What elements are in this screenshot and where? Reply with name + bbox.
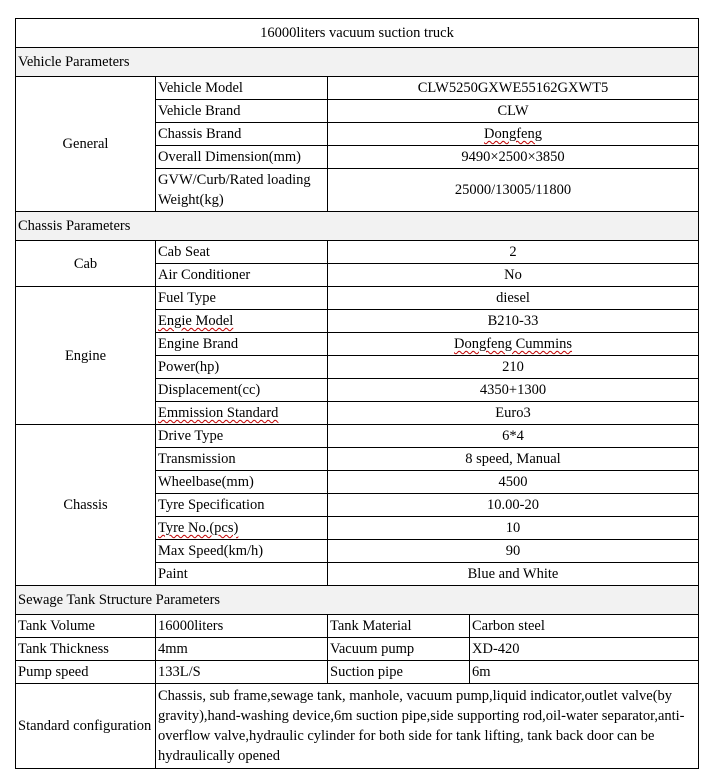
standard-configuration-value: Chassis, sub frame,sewage tank, manhole, vacuum pump,liquid indicator,outlet valve(by gravity),hand-washing device,6m suction pipe,side supporting rod,oil-water separator,anti-overflow valve,hydraulic cylinder for both side for tank lifting, tank back door can be hydraulically opened (156, 684, 699, 769)
row-value: 6*4 (328, 425, 699, 448)
tyre-no-label: Tyre No.(pcs) (158, 520, 239, 536)
tank-value: XD-420 (470, 638, 699, 661)
emission-standard-label: Emmission Standard (158, 405, 279, 421)
row-label (156, 310, 328, 333)
row-label: Fuel Type (156, 287, 328, 310)
group-engine: Engine (16, 287, 156, 425)
row-value (328, 123, 699, 146)
row-value: No (328, 264, 699, 287)
group-chassis: Chassis (16, 425, 156, 586)
tank-value: 6m (470, 661, 699, 684)
tank-value: Carbon steel (470, 615, 699, 638)
tank-label: Tank Volume (16, 615, 156, 638)
row-label: Transmission (156, 448, 328, 471)
spec-table (15, 18, 699, 769)
section-chassis-parameters: Chassis Parameters (16, 212, 699, 241)
row-label: Air Conditioner (156, 264, 328, 287)
tank-label: Vacuum pump (328, 638, 470, 661)
tank-label: Suction pipe (328, 661, 470, 684)
row-label: Paint (156, 563, 328, 586)
row-value: CLW (328, 100, 699, 123)
row-value: 9490×2500×3850 (328, 146, 699, 169)
row-value: 4500 (328, 471, 699, 494)
row-value: 90 (328, 540, 699, 563)
row-value (328, 333, 699, 356)
row-label: Power(hp) (156, 356, 328, 379)
row-label (156, 517, 328, 540)
row-label: Vehicle Brand (156, 100, 328, 123)
row-label: Vehicle Model (156, 77, 328, 100)
table-title: 16000liters vacuum suction truck (16, 19, 699, 48)
row-value: 4350+1300 (328, 379, 699, 402)
row-value: CLW5250GXWE55162GXWT5 (328, 77, 699, 100)
row-label: GVW/Curb/Rated loading Weight(kg) (156, 169, 328, 212)
engine-brand-value: Dongfeng Cummins (454, 336, 573, 352)
row-label: Overall Dimension(mm) (156, 146, 328, 169)
row-label: Chassis Brand (156, 123, 328, 146)
tank-label: Tank Thickness (16, 638, 156, 661)
row-value: 10 (328, 517, 699, 540)
tank-value: 133L/S (156, 661, 328, 684)
row-label: Engine Brand (156, 333, 328, 356)
row-value: 2 (328, 241, 699, 264)
row-label (156, 402, 328, 425)
row-label: Drive Type (156, 425, 328, 448)
row-label: Tyre Specification (156, 494, 328, 517)
tank-label: Pump speed (16, 661, 156, 684)
row-value: Euro3 (328, 402, 699, 425)
row-label: Displacement(cc) (156, 379, 328, 402)
chassis-brand-value: Dongfeng (484, 126, 542, 142)
row-label: Cab Seat (156, 241, 328, 264)
row-value: B210-33 (328, 310, 699, 333)
group-cab: Cab (16, 241, 156, 287)
row-value: 8 speed, Manual (328, 448, 699, 471)
row-value: Blue and White (328, 563, 699, 586)
row-label: Wheelbase(mm) (156, 471, 328, 494)
standard-configuration-label: Standard configuration (16, 684, 156, 769)
section-vehicle-parameters: Vehicle Parameters (16, 48, 699, 77)
row-value: 210 (328, 356, 699, 379)
tank-value: 4mm (156, 638, 328, 661)
group-general: General (16, 77, 156, 212)
row-label: Max Speed(km/h) (156, 540, 328, 563)
engine-model-label: Engie Model (158, 313, 234, 329)
tank-label: Tank Material (328, 615, 470, 638)
row-value: 10.00-20 (328, 494, 699, 517)
section-sewage-tank-parameters: Sewage Tank Structure Parameters (16, 586, 699, 615)
row-value: 25000/13005/11800 (328, 169, 699, 212)
row-value: diesel (328, 287, 699, 310)
tank-value: 16000liters (156, 615, 328, 638)
